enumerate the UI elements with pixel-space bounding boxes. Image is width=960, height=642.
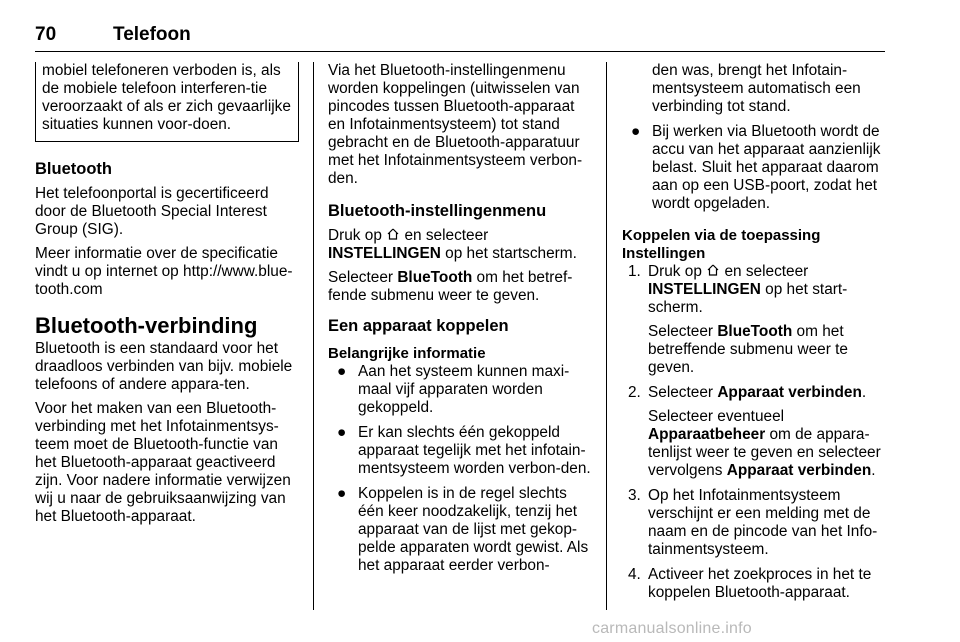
warning-box (35, 62, 299, 142)
watermark: carmanualsonline.info (592, 620, 752, 637)
column-2 (328, 62, 591, 582)
page-header (35, 26, 885, 52)
column-divider (313, 62, 314, 610)
list-item: ● Aan het systeem kunnen maxi-maal vijf apparaten worden gekoppeld. (337, 363, 570, 416)
subheading-pair-via-settings: Koppelen via de toepassing Instellingen (622, 227, 821, 262)
home-icon (386, 227, 400, 245)
list-item: 3. Op het Infotainmentsysteem verschijnt er een melding met de naam en de pincode van het Info-tainmentsysteem. (628, 487, 878, 558)
paragraph: Druk op en selecteer INSTELLINGEN op het startscherm. (328, 227, 577, 262)
warning-text: mobiel telefoneren verboden is, als de mobiele telefoon interferen-tie veroorzaakt of als er zich gevaarlijke situaties kunnen voor-doen. (42, 62, 291, 133)
column-3 (622, 62, 886, 609)
section-heading-pair-device: Een apparaat koppelen (328, 317, 509, 335)
paragraph: Via het Bluetooth-instellingenmenu worden koppelingen (uitwisselen van pincodes tussen Bluetooth-apparaat en Infotainmentsysteem) tot stand gebracht en de Bluetooth-apparatuur met het Infotainmentsysteem verbon-den. (328, 62, 583, 187)
list-item: ● Koppelen is in de regel slechts één keer noodzakelijk, tenzij het apparaat van de lijst met gekop-pelde apparaten wordt gewist. Als het apparaat eerder verbon- (337, 485, 589, 574)
list-item: 1. Druk op en selecteer INSTELLINGEN op het start-scherm. Selecteer BlueTooth om het betreffende submenu weer te geven. (628, 263, 848, 376)
paragraph: Selecteer BlueTooth om het betref-fende submenu weer te geven. (328, 269, 573, 304)
section-heading-bluetooth-verbinding: Bluetooth-verbinding (35, 313, 258, 338)
list-item: ● Er kan slechts één gekoppeld apparaat tegelijk met het infotain-mentsysteem worden verbon-den. (337, 424, 591, 477)
list-item-continued: den was, brengt het Infotain-mentsysteem automatisch een verbinding tot stand. (652, 62, 861, 115)
column-divider (606, 62, 607, 610)
paragraph: Bluetooth is een standaard voor het draadloos verbinden van bijv. mobiele telefoons of andere appara-ten. (35, 340, 293, 393)
home-icon (706, 263, 720, 281)
paragraph: Voor het maken van een Bluetooth-verbinding met het Infotainmentsys-teem moet de Bluetooth-functie van het Bluetooth-apparaat geactiveerd zijn. Voor nadere informatie verwijzen wij u naar de gebruiksaanwijzing van het Bluetooth-apparaat. (35, 400, 291, 525)
page-number: 70 (35, 24, 57, 45)
paragraph: Het telefoonportal is gecertificeerd door de Bluetooth Special Interest Group (SIG). (35, 185, 269, 238)
chapter-title: Telefoon (113, 24, 191, 45)
bullet-list (328, 363, 591, 575)
list-item: ● Bij werken via Bluetooth wordt de accu van het apparaat aanzienlijk belast. Sluit het apparaat daarom aan op een USB-poort, zodat het wordt opgeladen. (631, 123, 881, 212)
column-1 (35, 62, 299, 532)
section-heading-settings-menu: Bluetooth-instellingenmenu (328, 202, 547, 220)
list-item: 4. Activeer het zoekproces in het te koppelen Bluetooth-apparaat. (628, 566, 872, 601)
paragraph: Meer informatie over de specificatie vindt u op internet op http://www.blue-tooth.com (35, 245, 293, 298)
section-heading-bluetooth: Bluetooth (35, 160, 112, 178)
numbered-list (622, 263, 886, 602)
subheading-important-info: Belangrijke informatie (328, 345, 486, 362)
list-item: 2. Selecteer Apparaat verbinden. Selecteer eventueel Apparaatbeheer om de appara-tenlijst weer te geven en selecteer vervolgens Apparaat verbinden. (628, 384, 881, 479)
